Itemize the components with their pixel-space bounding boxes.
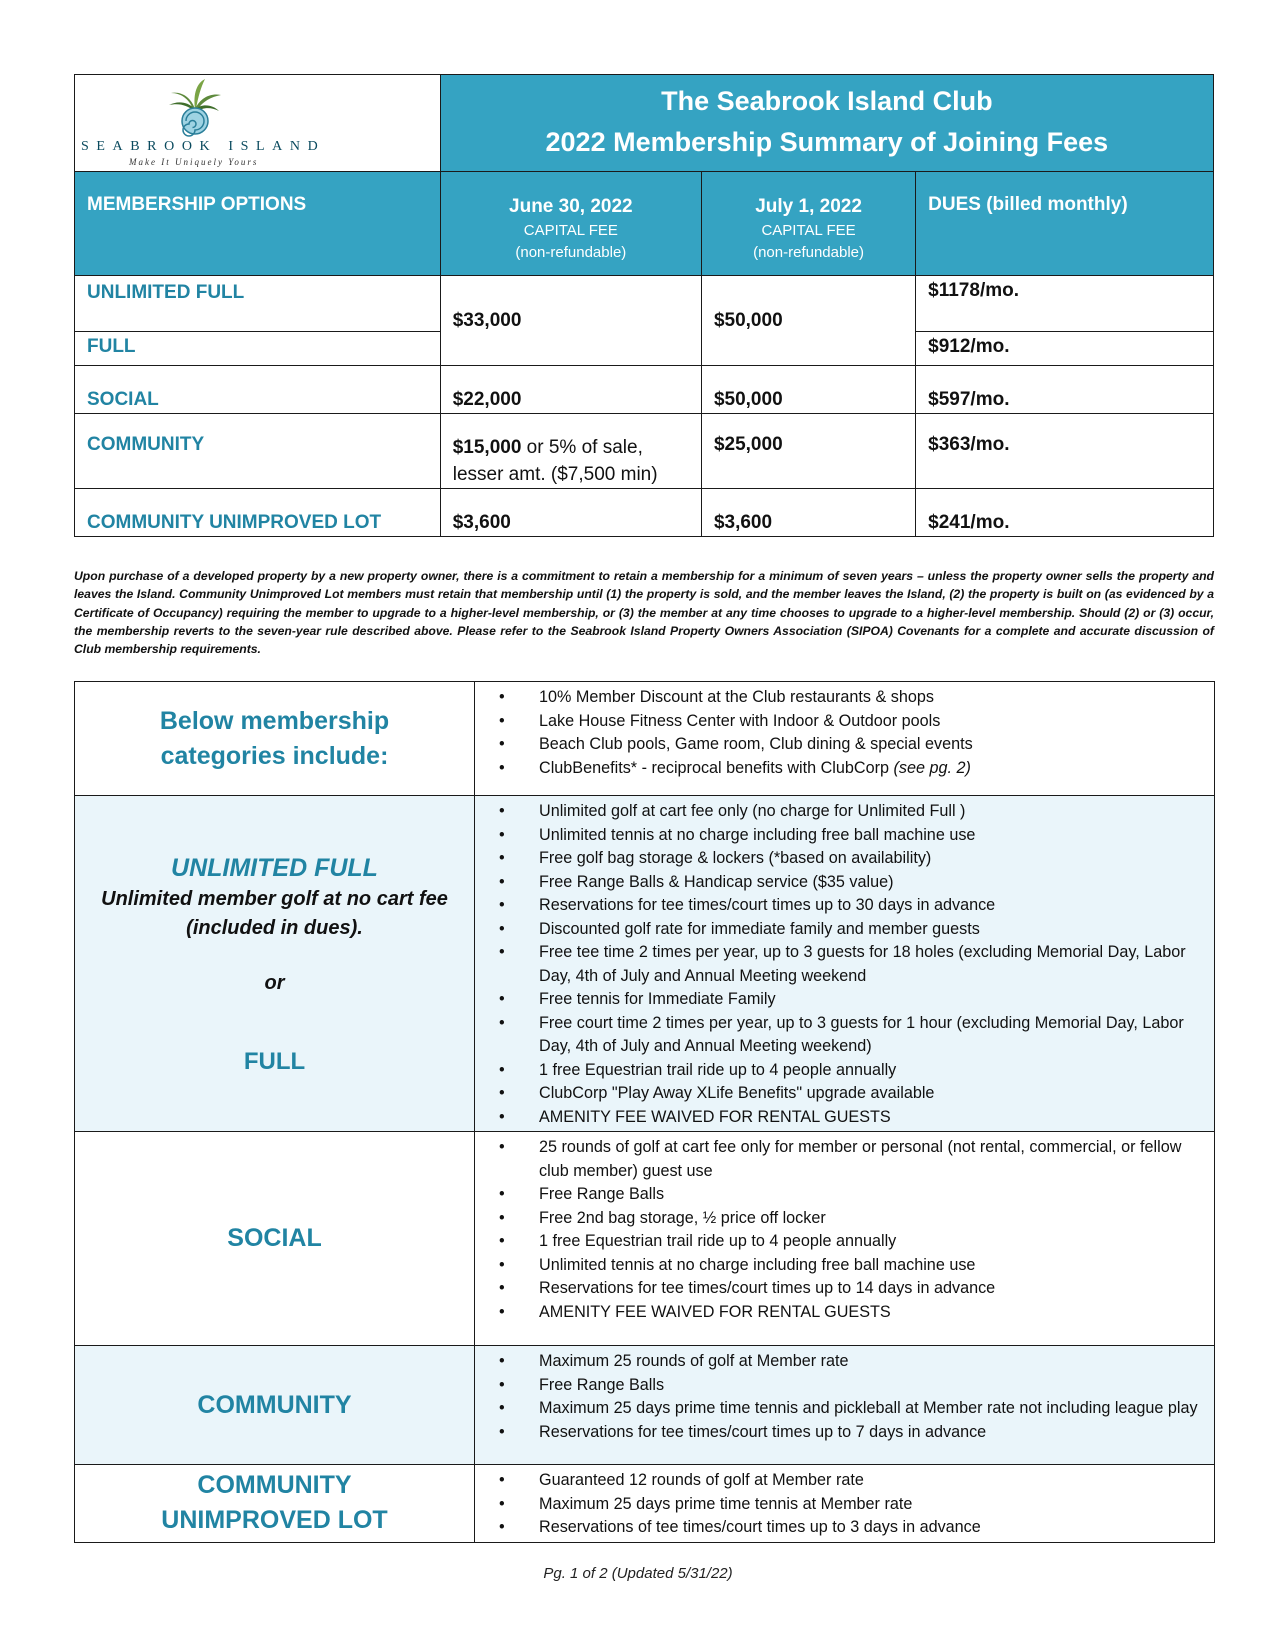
list-item: • Reservations for tee times/court times up to 30 days in advance bbox=[539, 894, 1206, 918]
title-line-2: 2022 Membership Summary of Joining Fees bbox=[545, 127, 1109, 157]
june-fee-full: $33,000 bbox=[440, 276, 701, 366]
benefits-lot-heading bbox=[75, 1465, 475, 1543]
option-unlimited-full: UNLIMITED FULL bbox=[75, 276, 441, 332]
list-item: • Maximum 25 days prime time tennis and pickleball at Member rate not including league play bbox=[539, 1397, 1206, 1421]
list-item: • Reservations of tee times/court times up to 3 days in advance bbox=[539, 1516, 1206, 1540]
header-july-date: July 1, 2022 bbox=[755, 196, 862, 217]
list-item: • Unlimited tennis at no charge including free ball machine use bbox=[539, 824, 1206, 848]
list-item-text: ClubBenefits* - reciprocal benefits with ClubCorp bbox=[539, 758, 894, 777]
fee-row-social bbox=[75, 366, 1214, 414]
unlimited-sub-2: (included in dues). bbox=[186, 917, 363, 939]
fee-row-community bbox=[75, 414, 1214, 489]
list-item: • Free court time 2 times per year, up to 3 guests for 1 hour (excluding Memorial Day, Labor Day, 4th of July and Annual Meeting weekend) bbox=[539, 1012, 1206, 1059]
benefits-unlimited-list bbox=[475, 796, 1214, 1131]
list-item: • ClubCorp "Play Away XLife Benefits" upgrade available bbox=[539, 1082, 1206, 1106]
list-item: • Free Range Balls bbox=[539, 1374, 1206, 1398]
fees-table bbox=[74, 74, 1214, 537]
benefits-social-list bbox=[475, 1132, 1214, 1326]
benefits-all-heading-1: Below membership bbox=[159, 706, 390, 735]
dues-full: $912/mo. bbox=[916, 332, 1214, 366]
title-cell bbox=[440, 75, 1213, 172]
june-fee-community bbox=[440, 414, 701, 489]
column-header-row bbox=[75, 172, 1214, 276]
option-social: SOCIAL bbox=[75, 366, 441, 414]
unlimited-sub-1: Unlimited member golf at no cart fee bbox=[101, 888, 448, 910]
header-june-date: June 30, 2022 bbox=[509, 196, 633, 217]
june-fee-lot: $3,600 bbox=[440, 489, 701, 537]
header-june bbox=[440, 172, 701, 276]
lot-heading-1: COMMUNITY bbox=[197, 1471, 352, 1500]
july-fee-lot: $3,600 bbox=[701, 489, 915, 537]
header-dues: DUES (billed monthly) bbox=[916, 172, 1214, 276]
list-item: • Free tennis for Immediate Family bbox=[539, 988, 1206, 1012]
list-item: • Free golf bag storage & lockers (*based on availability) bbox=[539, 847, 1206, 871]
header-june-fee: CAPITAL FEE bbox=[523, 222, 618, 239]
header-july-note: (non-refundable) bbox=[753, 244, 864, 261]
title-row bbox=[75, 75, 1214, 172]
unlimited-full-heading: UNLIMITED FULL bbox=[171, 854, 378, 882]
header-membership-options: MEMBERSHIP OPTIONS bbox=[75, 172, 441, 276]
seabrook-logo bbox=[75, 75, 326, 171]
logo-wordmark: SEABROOK ISLAND bbox=[81, 139, 326, 154]
list-item: • Reservations for tee times/court times up to 7 days in advance bbox=[539, 1421, 1206, 1445]
july-fee-social: $50,000 bbox=[701, 366, 915, 414]
list-item: • Free 2nd bag storage, ½ price off locker bbox=[539, 1207, 1206, 1231]
benefits-community-heading bbox=[75, 1346, 475, 1465]
benefits-all-list-cell bbox=[475, 682, 1215, 796]
dues-social: $597/mo. bbox=[916, 366, 1214, 414]
list-item: • Maximum 25 rounds of golf at Member rate bbox=[539, 1350, 1206, 1374]
list-item: • Free Range Balls bbox=[539, 1183, 1206, 1207]
benefits-all-heading-2: categories include: bbox=[160, 741, 389, 770]
benefits-unlimited-heading bbox=[75, 796, 475, 1132]
list-item: • Maximum 25 days prime time tennis at Member rate bbox=[539, 1493, 1206, 1517]
benefits-community-list-cell bbox=[475, 1346, 1215, 1465]
june-fee-community-rest: or 5% of sale, bbox=[521, 437, 643, 458]
june-fee-social: $22,000 bbox=[440, 366, 701, 414]
benefits-social-list-cell bbox=[475, 1132, 1215, 1346]
benefits-lot-list-cell bbox=[475, 1465, 1215, 1543]
june-fee-community-line2: lesser amt. ($7,500 min) bbox=[452, 464, 658, 485]
lot-heading-2: UNIMPROVED LOT bbox=[161, 1506, 388, 1535]
list-item: • 10% Member Discount at the Club restaurants & shops bbox=[539, 686, 1206, 710]
title-line-1: The Seabrook Island Club bbox=[661, 86, 993, 116]
list-item: • AMENITY FEE WAIVED FOR RENTAL GUESTS bbox=[539, 1301, 1206, 1325]
unlimited-or: or bbox=[264, 972, 285, 994]
membership-commitment-note: Upon purchase of a developed property by a new property owner, there is a commitment to retain a membership for a minimum of seven years – unless the property owner sells the property and leaves the Island. Community Unimproved Lot members must retain that membership until (1) the property is sold, and the member leaves the Island, (2) the property is built on (as evidenced by a Certificate of Occupancy) requiring the member to upgrade to a higher-level membership, or (3) the member at any time chooses to upgrade to a higher-level membership. Should (2) or (3) occur, the membership reverts to the seven-year rule described above. Please refer to the Seabrook Island Property Owners Association (SIPOA) Covenants for a complete and accurate discussion of Club membership requirements. bbox=[74, 569, 1214, 657]
list-item: • Lake House Fitness Center with Indoor & Outdoor pools bbox=[539, 710, 1206, 734]
header-july-fee: CAPITAL FEE bbox=[761, 222, 856, 239]
nautilus-palm-icon bbox=[167, 79, 223, 137]
benefits-row-lot bbox=[75, 1465, 1215, 1543]
benefits-lot-list bbox=[475, 1465, 1214, 1542]
benefits-all-heading bbox=[75, 682, 475, 796]
list-item: • Free Range Balls & Handicap service ($35 value) bbox=[539, 871, 1206, 895]
benefits-row-all bbox=[75, 682, 1215, 796]
dues-community: $363/mo. bbox=[916, 414, 1214, 489]
dues-lot: $241/mo. bbox=[916, 489, 1214, 537]
list-item-suffix: (see pg. 2) bbox=[893, 758, 971, 777]
header-july bbox=[701, 172, 915, 276]
benefits-row-unlimited bbox=[75, 796, 1215, 1132]
list-item: • Unlimited tennis at no charge including free ball machine use bbox=[539, 1254, 1206, 1278]
benefits-all-list bbox=[475, 682, 1214, 782]
july-fee-full: $50,000 bbox=[701, 276, 915, 366]
june-fee-community-amount: $15,000 bbox=[452, 437, 522, 458]
list-item: • 1 free Equestrian trail ride up to 4 people annually bbox=[539, 1059, 1206, 1083]
list-item: • Unlimited golf at cart fee only (no charge for Unlimited Full ) bbox=[539, 800, 1206, 824]
header-june-note: (non-refundable) bbox=[515, 244, 627, 261]
list-item: • 1 free Equestrian trail ride up to 4 people annually bbox=[539, 1230, 1206, 1254]
page-footer: Pg. 1 of 2 (Updated 5/31/22) bbox=[543, 1565, 733, 1582]
full-heading: FULL bbox=[243, 1048, 306, 1075]
community-heading: COMMUNITY bbox=[197, 1390, 352, 1419]
list-item: • AMENITY FEE WAIVED FOR RENTAL GUESTS bbox=[539, 1106, 1206, 1130]
option-lot: COMMUNITY UNIMPROVED LOT bbox=[75, 489, 441, 537]
option-community: COMMUNITY bbox=[75, 414, 441, 489]
list-item: • 25 rounds of golf at cart fee only for member or personal (not rental, commercial, or fellow club member) guest use bbox=[539, 1136, 1206, 1183]
list-item: • Free tee time 2 times per year, up to 3 guests for 18 holes (excluding Memorial Day, Labor Day, 4th of July and Annual Meeting weekend bbox=[539, 941, 1206, 988]
benefits-row-community bbox=[75, 1346, 1215, 1465]
option-full: FULL bbox=[75, 332, 441, 366]
benefits-community-list bbox=[475, 1346, 1214, 1446]
list-item: • Reservations for tee times/court times up to 14 days in advance bbox=[539, 1277, 1206, 1301]
logo-tagline: Make It Uniquely Yours bbox=[129, 157, 259, 167]
benefits-row-social bbox=[75, 1132, 1215, 1346]
logo-cell bbox=[75, 75, 441, 172]
fee-row-unlimited-full bbox=[75, 276, 1214, 332]
benefits-table bbox=[74, 681, 1215, 1543]
benefits-social-heading bbox=[75, 1132, 475, 1346]
benefits-unlimited-list-cell bbox=[475, 796, 1215, 1132]
july-fee-community: $25,000 bbox=[701, 414, 915, 489]
social-heading: SOCIAL bbox=[227, 1224, 322, 1252]
list-item: • Discounted golf rate for immediate family and member guests bbox=[539, 918, 1206, 942]
dues-unlimited-full: $1178/mo. bbox=[916, 276, 1214, 332]
list-item: • Guaranteed 12 rounds of golf at Member rate bbox=[539, 1469, 1206, 1493]
fee-row-lot bbox=[75, 489, 1214, 537]
list-item: • Beach Club pools, Game room, Club dining & special events bbox=[539, 733, 1206, 757]
list-item bbox=[539, 757, 1206, 781]
